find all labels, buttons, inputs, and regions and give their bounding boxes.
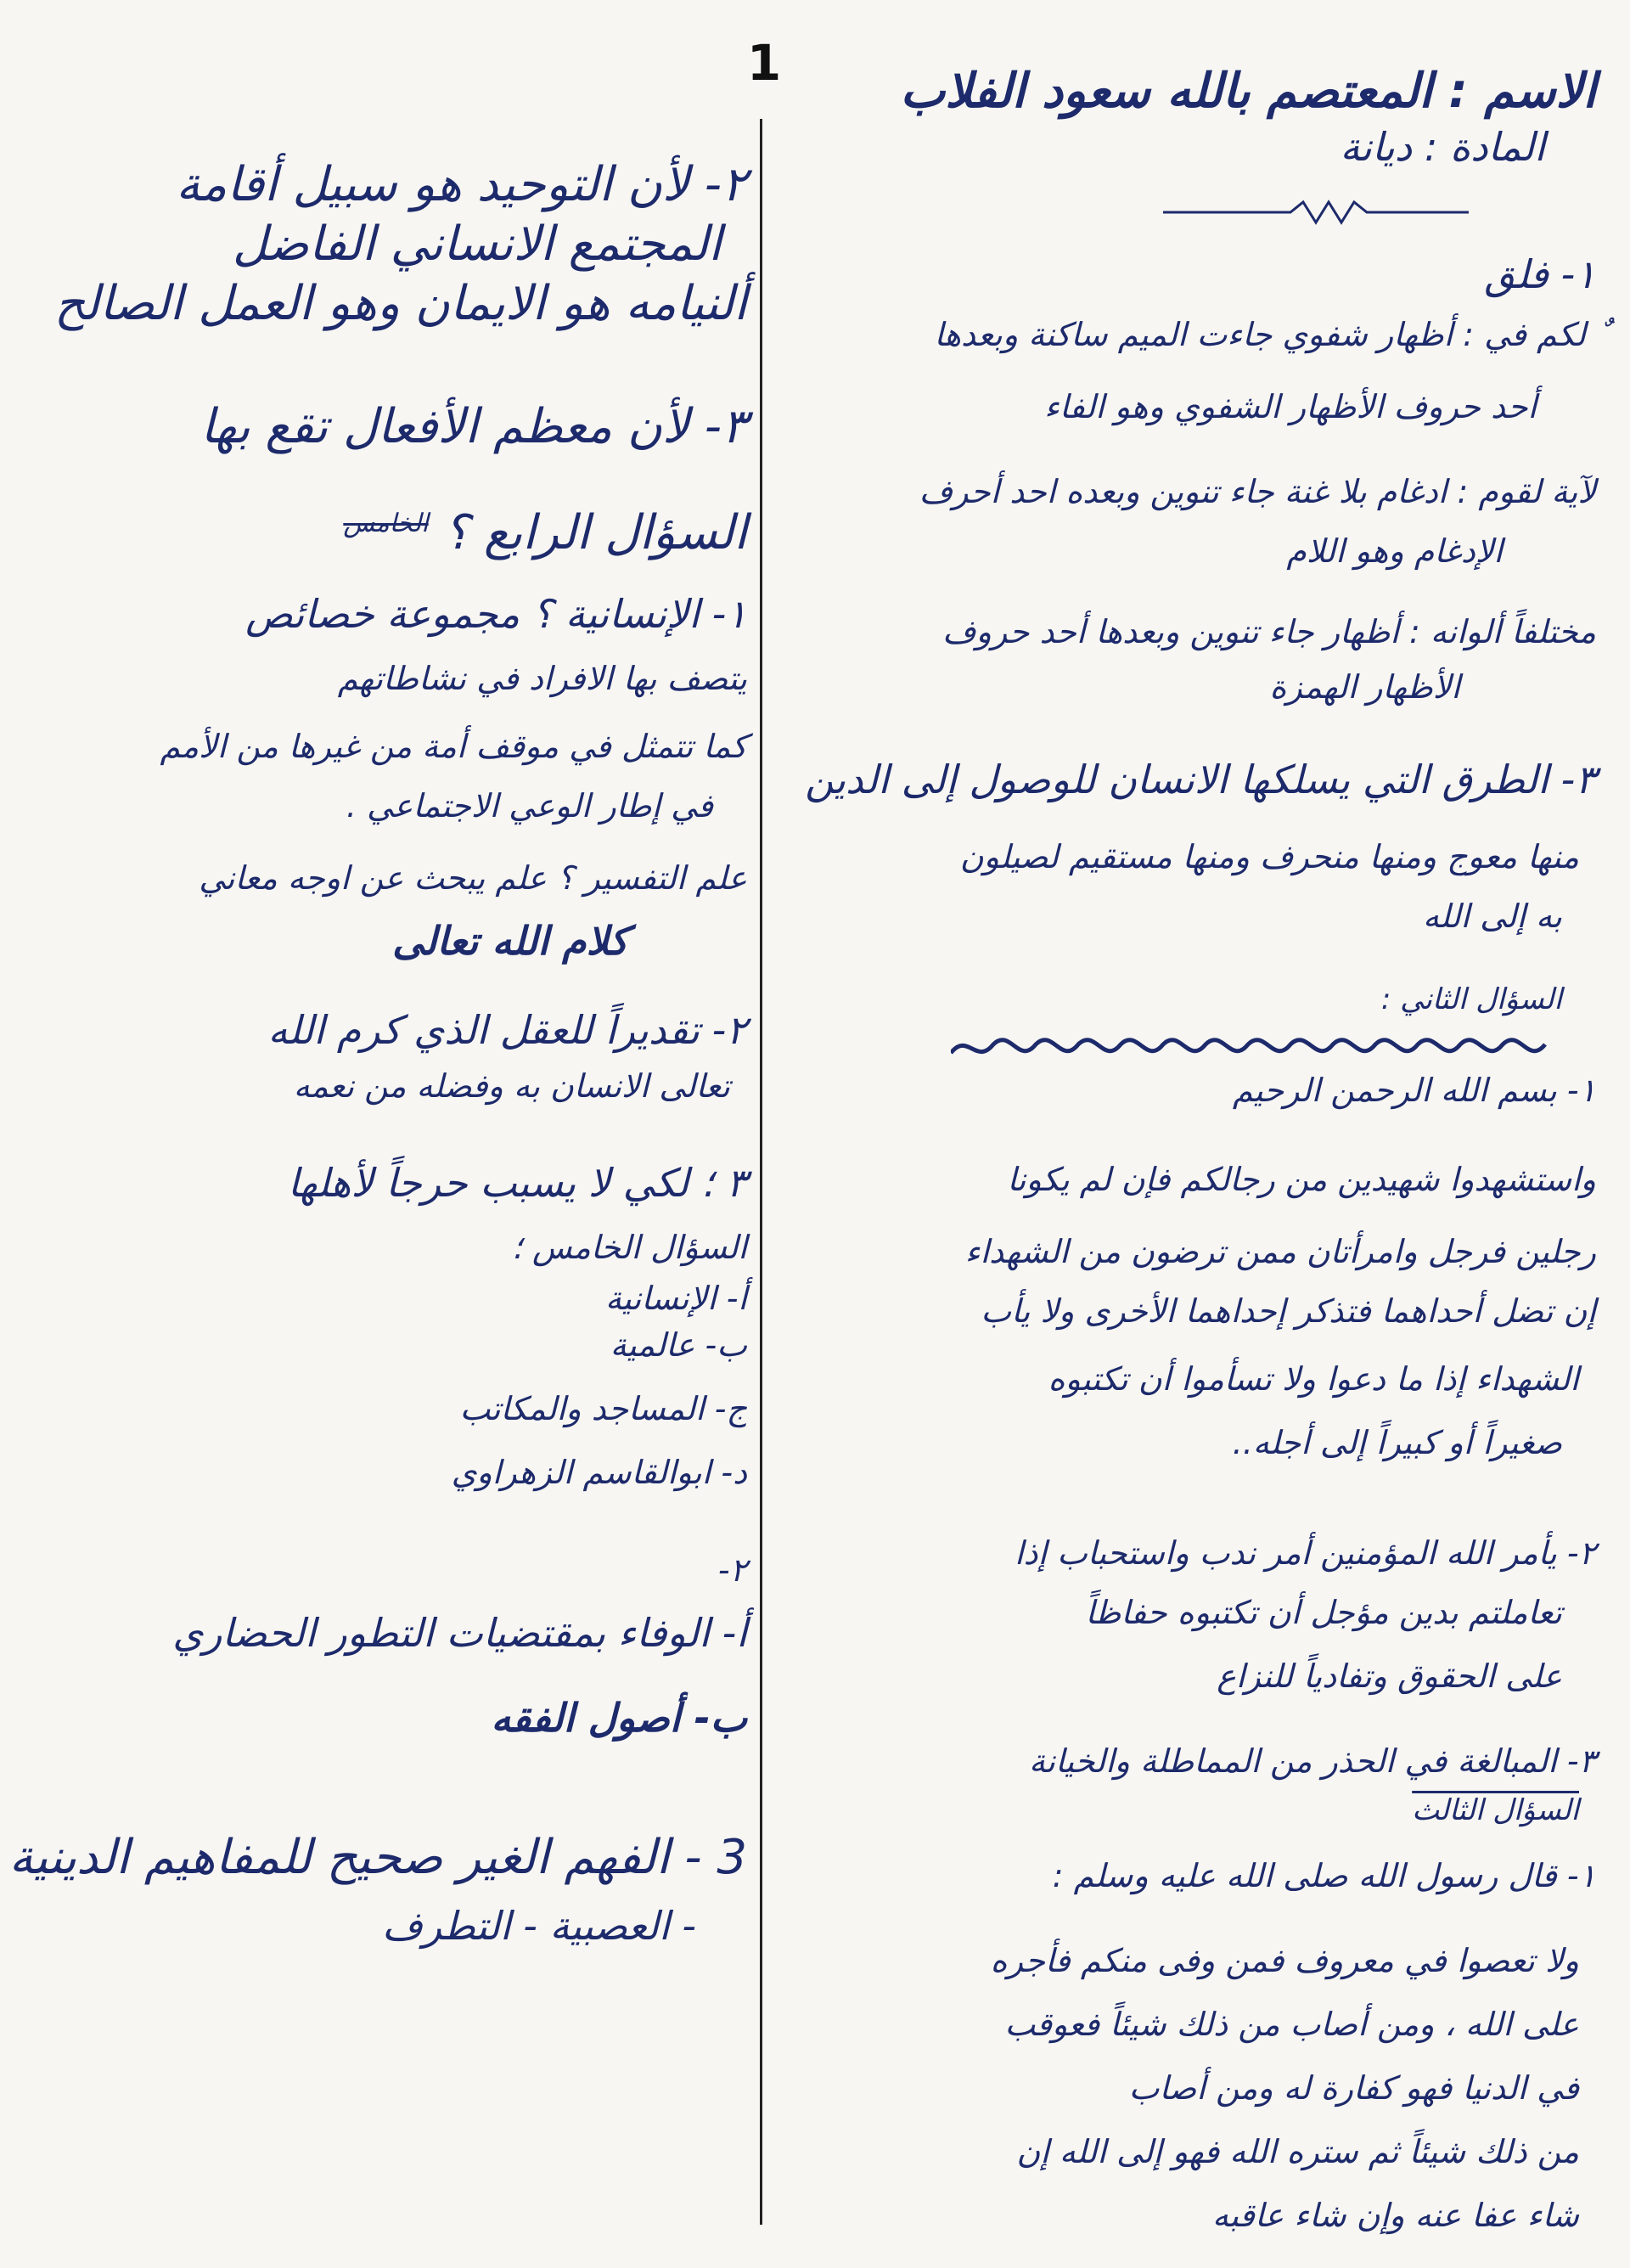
q2-1: ١- بسم الله الرحمن الرحيم [1232, 1072, 1596, 1109]
column-divider [760, 119, 762, 2225]
verse-line-1: واستشهدوا شهيدين من رجالكم فإن لم يكونا [1007, 1161, 1596, 1198]
hadith-line-3: في الدنيا فهو كفارة له ومن أصاب [1128, 2069, 1579, 2107]
a2: ٢- لأن التوحيد هو سبيل أقامة [176, 157, 747, 212]
verse-line-4: الشهداء إذا ما دعوا ولا تسأموا أن تكتبوه [1048, 1360, 1579, 1398]
student-name: الاسم : المعتصم بالله سعود الفلاب [900, 64, 1596, 119]
q1-a-cont: أحد حروف الأظهار الشفوي وهو الفاء [1044, 388, 1537, 425]
underline-squiggle [1163, 195, 1469, 229]
p2-3: 3 - الفهم الغير صحيح للمفاهيم الدينية [8, 1830, 747, 1885]
q3-question: ٣- الطرق التي يسلكها الانسان للوصول إلى الدين [805, 757, 1596, 802]
hadith-line-4: من ذلك شيئاً ثم ستره الله فهو إلى الله إن [1016, 2133, 1579, 2170]
q5-a: أ- الإنسانية [604, 1280, 747, 1317]
q1-b: لآية لقوم : ادغام بلا غنة جاء تنوين وبعده احد أحرف [919, 473, 1596, 510]
q2-3: ٣- المبالغة في الحذر من المماطلة والخيانة [1029, 1742, 1596, 1780]
q4-3: ٣ ؛ لكي لا يسبب حرجاً لأهلها [287, 1160, 747, 1206]
q1-c-cont: الأظهار الهمزة [1269, 668, 1460, 706]
q2-2: ٢- يأمر الله المؤمنين أمر ندب واستحباب إذا [1015, 1534, 1596, 1572]
q3-cont: منها معوج ومنها منحرف ومنها مستقيم لصيلون [959, 838, 1579, 875]
q4-1-cont3: في إطار الوعي الاجتماعي . [346, 787, 713, 824]
q5-c: ج- المساجد والمكاتب [459, 1390, 747, 1427]
q4-1-cont2: كما تتمثل في موقف أمة من غيرها من الأمم [160, 728, 747, 765]
q5-heading: السؤال الخامس ؛ [511, 1229, 747, 1266]
scribbled-out-text [951, 1027, 1562, 1070]
q4-heading-group [343, 505, 747, 560]
p2-b: ب- أصول الفقه [491, 1695, 747, 1741]
part-2-label: -٢ [717, 1551, 747, 1589]
p2-3-cont: - العصبية - التطرف [382, 1903, 696, 1949]
p2-a: أ- الوفاء بمقتضيات التطور الحضاري [172, 1610, 747, 1656]
q2-2-cont2: على الحقوق وتفادياً للنزاع [1217, 1657, 1562, 1695]
q4-1: ١- الإنسانية ؟ مجموعة خصائص [245, 591, 747, 637]
tafsir-definition: علم التفسير ؟ علم يبحث عن اوجه معاني [199, 859, 747, 897]
q1-heading: ١- فلق [1484, 251, 1596, 297]
q1-b-cont: الإدغام وهو اللام [1286, 532, 1503, 570]
q3-cont2: به إلى الله [1422, 898, 1562, 935]
q3-1: ١- قال رسول الله صلى الله عليه وسلم : [1052, 1857, 1596, 1894]
q4-heading: السؤال الرابع ؟ [443, 505, 747, 560]
q2-heading: السؤال الثاني : [1380, 982, 1562, 1016]
verse-line-2: رجلين فرجل وامرأتان ممن ترضون من الشهداء [964, 1233, 1596, 1270]
left-column [8, 0, 747, 2268]
page-number: 1 [746, 34, 782, 92]
q1-c: مختلفاً ألوانه : أظهار جاء تنوين وبعدها أحد حروف [942, 613, 1596, 650]
q4-1-cont: يتصف بها الافراد في نشاطاتهم [337, 660, 747, 697]
q4-struck-word: الخامس [343, 509, 429, 538]
verse-line-3: إن تضل أحداهما فتذكر إحداهما الأخرى ولا يأب [981, 1292, 1596, 1330]
right-column [773, 0, 1613, 2268]
q2-2-cont: تعاملتم بدين مؤجل أن تكتبوه حفاظاً [1085, 1594, 1562, 1631]
a2-cont: المجتمع الانساني الفاضل [232, 217, 722, 272]
q1-a: ٌ لكم في : أظهار شفوي جاءت الميم ساكنة وبعدها [934, 316, 1596, 353]
subject-label: المادة : ديانة [1340, 124, 1545, 170]
hadith-line-5: شاء عفا عنه وإن شاء عاقبه [1211, 2197, 1579, 2234]
q3-heading: السؤال الثالث [1412, 1793, 1579, 1827]
tafsir-cont: كلام الله تعالى [392, 918, 628, 964]
q5-d: د- ابوالقاسم الزهراوي [451, 1454, 747, 1491]
a2-cont2: ألنيامه هو الايمان وهو العمل الصالح [54, 276, 747, 331]
hadith-line-2: على الله ، ومن أصاب من ذلك شيئاً فعوقب [1004, 2006, 1579, 2043]
hadith-line-1: ولا تعصوا في معروف فمن وفى منكم فأجره [990, 1942, 1579, 1979]
verse-line-5: صغيراً أو كبيراً إلى أجله.. [1232, 1424, 1562, 1461]
q4-2: ٢- تقديراً للعقل الذي كرم الله [267, 1007, 747, 1053]
q5-b: ب- عالمية [610, 1326, 747, 1364]
a3: ٣- لأن معظم الأفعال تقع بها [200, 399, 747, 454]
q4-2-cont: تعالى الانسان به وفضله من نعمه [293, 1067, 730, 1105]
